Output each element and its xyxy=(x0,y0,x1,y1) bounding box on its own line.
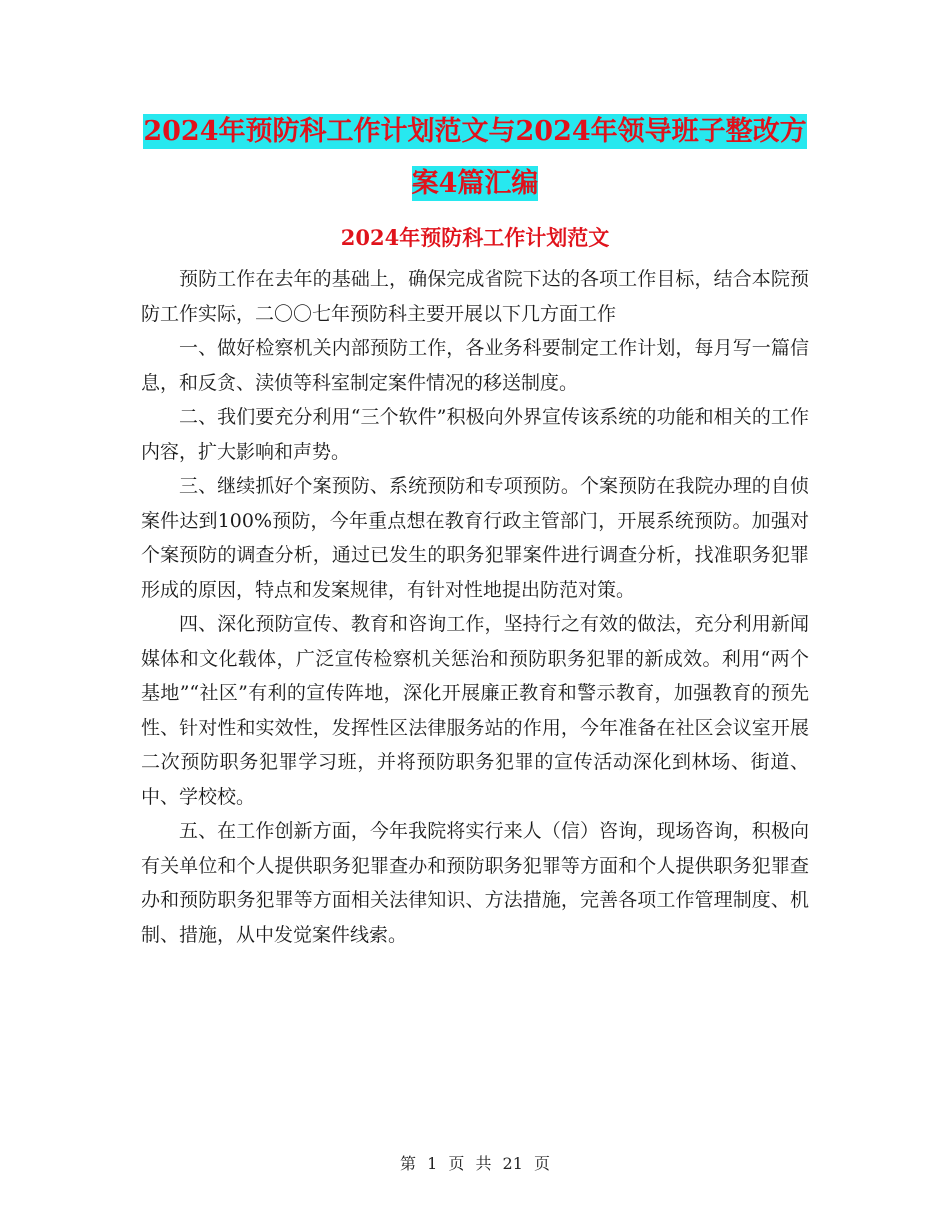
paragraph-item-3: 三、继续抓好个案预防、系统预防和专项预防。个案预防在我院办理的自侦案件达到100%预防，今年重点想在教育行政主管部门，开展系统预防。加强对个案预防的调查分析，通过已发生的职务犯罪案件进行调查分析，找准职务犯罪形成的原因，特点和发案规律，有针对性地提出防范对策。 xyxy=(141,475,809,601)
page-number-footer: 第 1 页 共 21 页 xyxy=(400,1154,550,1173)
document-title-line-1: 2024年预防科工作计划范文与2024年领导班子整改方 xyxy=(143,116,807,147)
document-title-line-2: 案4篇汇编 xyxy=(411,168,539,199)
paragraph-item-5: 五、在工作创新方面，今年我院将实行来人（信）咨询，现场咨询，积极向有关单位和个人提供职务犯罪查办和预防职务犯罪等方面和个人提供职务犯罪查办和预防职务犯罪等方面相关法律知识、方法措施，完善各项工作管理制度、机制、措施，从中发觉案件线索。 xyxy=(141,820,809,946)
section-title: 2024年预防科工作计划范文 xyxy=(340,225,610,250)
paragraph-item-1: 一、做好检察机关内部预防工作，各业务科要制定工作计划，每月写一篇信息，和反贪、渎侦等科室制定案件情况的移送制度。 xyxy=(141,337,809,394)
paragraph-intro: 预防工作在去年的基础上，确保完成省院下达的各项工作目标，结合本院预防工作实际，二〇〇七年预防科主要开展以下几方面工作 xyxy=(141,268,809,325)
paragraph-item-2: 二、我们要充分利用“三个软件”积极向外界宣传该系统的功能和相关的工作内容，扩大影响和声势。 xyxy=(141,406,809,463)
document-body xyxy=(141,262,809,952)
document-title xyxy=(140,106,810,210)
paragraph-item-4: 四、深化预防宣传、教育和咨询工作，坚持行之有效的做法，充分利用新闻媒体和文化载体，广泛宣传检察机关惩治和预防职务犯罪的新成效。利用“两个基地”“社区”有利的宣传阵地，深化开展廉正教育和警示教育，加强教育的预先性、针对性和实效性，发挥性区法律服务站的作用，今年准备在社区会议室开展二次预防职务犯罪学习班，并将预防职务犯罪的宣传活动深化到林场、街道、中、学校校。 xyxy=(141,613,809,808)
